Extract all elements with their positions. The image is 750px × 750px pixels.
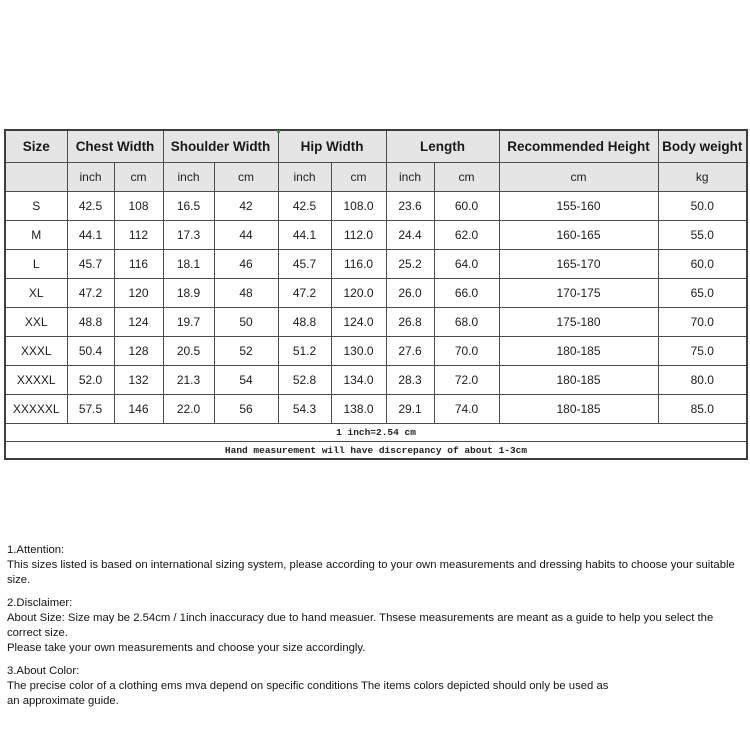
value-cell: 160-165 (499, 221, 658, 250)
value-cell: 22.0 (163, 395, 214, 424)
value-cell: 26.0 (386, 279, 434, 308)
table-row (5, 337, 747, 366)
value-cell: 116 (114, 250, 163, 279)
unit-header-length-inch: inch (386, 163, 434, 192)
value-cell: 21.3 (163, 366, 214, 395)
value-cell: 18.1 (163, 250, 214, 279)
value-cell: 44 (214, 221, 278, 250)
value-cell: 108 (114, 192, 163, 221)
value-cell: 48.8 (278, 308, 331, 337)
value-cell: 52.8 (278, 366, 331, 395)
size-label-cell: XXXXL (5, 366, 67, 395)
value-cell: 28.3 (386, 366, 434, 395)
value-cell: 47.2 (278, 279, 331, 308)
size-table-body (5, 192, 747, 424)
size-label-cell: XXXXXL (5, 395, 67, 424)
value-cell: 124 (114, 308, 163, 337)
value-cell: 56 (214, 395, 278, 424)
notes-section (7, 543, 747, 717)
value-cell: 108.0 (331, 192, 386, 221)
note-line: About Size: Size may be 2.54cm / 1inch inaccuracy due to hand measuer. Thsese measurements are meant as a guide to help you select the correct size. (7, 612, 714, 639)
value-cell: 62.0 (434, 221, 499, 250)
value-cell: 48.8 (67, 308, 114, 337)
footnote-measurement-discrepancy: Hand measurement will have discrepancy of about 1-3cm (5, 442, 747, 460)
size-chart-table (4, 129, 748, 460)
col-header-recommended-height: Recommended Height (499, 130, 658, 163)
value-cell: 85.0 (658, 395, 747, 424)
value-cell: 116.0 (331, 250, 386, 279)
note-line: The precise color of a clothing ems mva depend on specific conditions The items colors depicted should only be used as (7, 680, 609, 692)
value-cell: 27.6 (386, 337, 434, 366)
note-heading: 2.Disclaimer: (7, 597, 73, 609)
value-cell: 52 (214, 337, 278, 366)
footnote-inch-conversion: 1 inch=2.54 cm (5, 424, 747, 442)
value-cell: 80.0 (658, 366, 747, 395)
value-cell: 170-175 (499, 279, 658, 308)
value-cell: 48 (214, 279, 278, 308)
value-cell: 74.0 (434, 395, 499, 424)
value-cell: 60.0 (434, 192, 499, 221)
value-cell: 55.0 (658, 221, 747, 250)
unit-header-chest-cm: cm (114, 163, 163, 192)
unit-header-hip-inch: inch (278, 163, 331, 192)
value-cell: 138.0 (331, 395, 386, 424)
value-cell: 130.0 (331, 337, 386, 366)
note-block (7, 543, 747, 588)
value-cell: 23.6 (386, 192, 434, 221)
value-cell: 180-185 (499, 395, 658, 424)
value-cell: 16.5 (163, 192, 214, 221)
value-cell: 20.5 (163, 337, 214, 366)
unit-header-row (5, 163, 747, 192)
value-cell: 42 (214, 192, 278, 221)
table-row (5, 192, 747, 221)
note-line: Please take your own measurements and choose your size accordingly. (7, 642, 366, 654)
value-cell: 70.0 (434, 337, 499, 366)
value-cell: 24.4 (386, 221, 434, 250)
value-cell: 50.4 (67, 337, 114, 366)
value-cell: 75.0 (658, 337, 747, 366)
value-cell: 132 (114, 366, 163, 395)
value-cell: 26.8 (386, 308, 434, 337)
size-label-cell: XXXL (5, 337, 67, 366)
value-cell: 50 (214, 308, 278, 337)
value-cell: 120.0 (331, 279, 386, 308)
value-cell: 52.0 (67, 366, 114, 395)
footnote-row (5, 442, 747, 460)
value-cell: 120 (114, 279, 163, 308)
value-cell: 51.2 (278, 337, 331, 366)
value-cell: 146 (114, 395, 163, 424)
table-row (5, 279, 747, 308)
value-cell: 68.0 (434, 308, 499, 337)
table-header-row (5, 130, 747, 163)
col-header-hip-width: Hip Width (278, 130, 386, 163)
table-header (5, 130, 747, 192)
size-label-cell: S (5, 192, 67, 221)
value-cell: 70.0 (658, 308, 747, 337)
value-cell: 112.0 (331, 221, 386, 250)
value-cell: 17.3 (163, 221, 214, 250)
size-label-cell: L (5, 250, 67, 279)
size-label-cell: XXL (5, 308, 67, 337)
col-header-body-weight: Body weight (658, 130, 747, 163)
value-cell: 180-185 (499, 337, 658, 366)
unit-header-height-cm: cm (499, 163, 658, 192)
value-cell: 45.7 (67, 250, 114, 279)
table-row (5, 250, 747, 279)
value-cell: 155-160 (499, 192, 658, 221)
value-cell: 60.0 (658, 250, 747, 279)
table-row (5, 221, 747, 250)
unit-header-shoulder-cm: cm (214, 163, 278, 192)
note-heading: 1.Attention: (7, 544, 65, 556)
value-cell: 124.0 (331, 308, 386, 337)
value-cell: 42.5 (67, 192, 114, 221)
unit-header-shoulder-inch: inch (163, 163, 214, 192)
value-cell: 66.0 (434, 279, 499, 308)
value-cell: 57.5 (67, 395, 114, 424)
value-cell: 44.1 (278, 221, 331, 250)
value-cell: 165-170 (499, 250, 658, 279)
note-heading: 3.About Color: (7, 665, 80, 677)
note-block (7, 664, 747, 709)
size-label-cell: XL (5, 279, 67, 308)
value-cell: 180-185 (499, 366, 658, 395)
unit-header-blank (5, 163, 67, 192)
unit-header-hip-cm: cm (331, 163, 386, 192)
value-cell: 54 (214, 366, 278, 395)
value-cell: 47.2 (67, 279, 114, 308)
footnote-row (5, 424, 747, 442)
value-cell: 175-180 (499, 308, 658, 337)
value-cell: 25.2 (386, 250, 434, 279)
note-line: an approximate guide. (7, 695, 119, 707)
value-cell: 72.0 (434, 366, 499, 395)
value-cell: 44.1 (67, 221, 114, 250)
value-cell: 50.0 (658, 192, 747, 221)
value-cell: 64.0 (434, 250, 499, 279)
value-cell: 65.0 (658, 279, 747, 308)
value-cell: 19.7 (163, 308, 214, 337)
cell-flag-marker (277, 130, 280, 133)
value-cell: 45.7 (278, 250, 331, 279)
value-cell: 18.9 (163, 279, 214, 308)
table-row (5, 308, 747, 337)
value-cell: 42.5 (278, 192, 331, 221)
table-row (5, 366, 747, 395)
col-header-size: Size (5, 130, 67, 163)
note-block (7, 596, 747, 656)
col-header-shoulder-width: Shoulder Width (163, 130, 278, 163)
table-footnotes (5, 424, 747, 460)
col-header-chest-width: Chest Width (67, 130, 163, 163)
value-cell: 134.0 (331, 366, 386, 395)
value-cell: 29.1 (386, 395, 434, 424)
value-cell: 54.3 (278, 395, 331, 424)
note-line: This sizes listed is based on international sizing system, please according to your own measurements and dressing habits to choose your suitable size. (7, 559, 735, 586)
value-cell: 112 (114, 221, 163, 250)
unit-header-weight-kg: kg (658, 163, 747, 192)
unit-header-chest-inch: inch (67, 163, 114, 192)
value-cell: 46 (214, 250, 278, 279)
unit-header-length-cm: cm (434, 163, 499, 192)
col-header-length: Length (386, 130, 499, 163)
size-label-cell: M (5, 221, 67, 250)
value-cell: 128 (114, 337, 163, 366)
table-row (5, 395, 747, 424)
